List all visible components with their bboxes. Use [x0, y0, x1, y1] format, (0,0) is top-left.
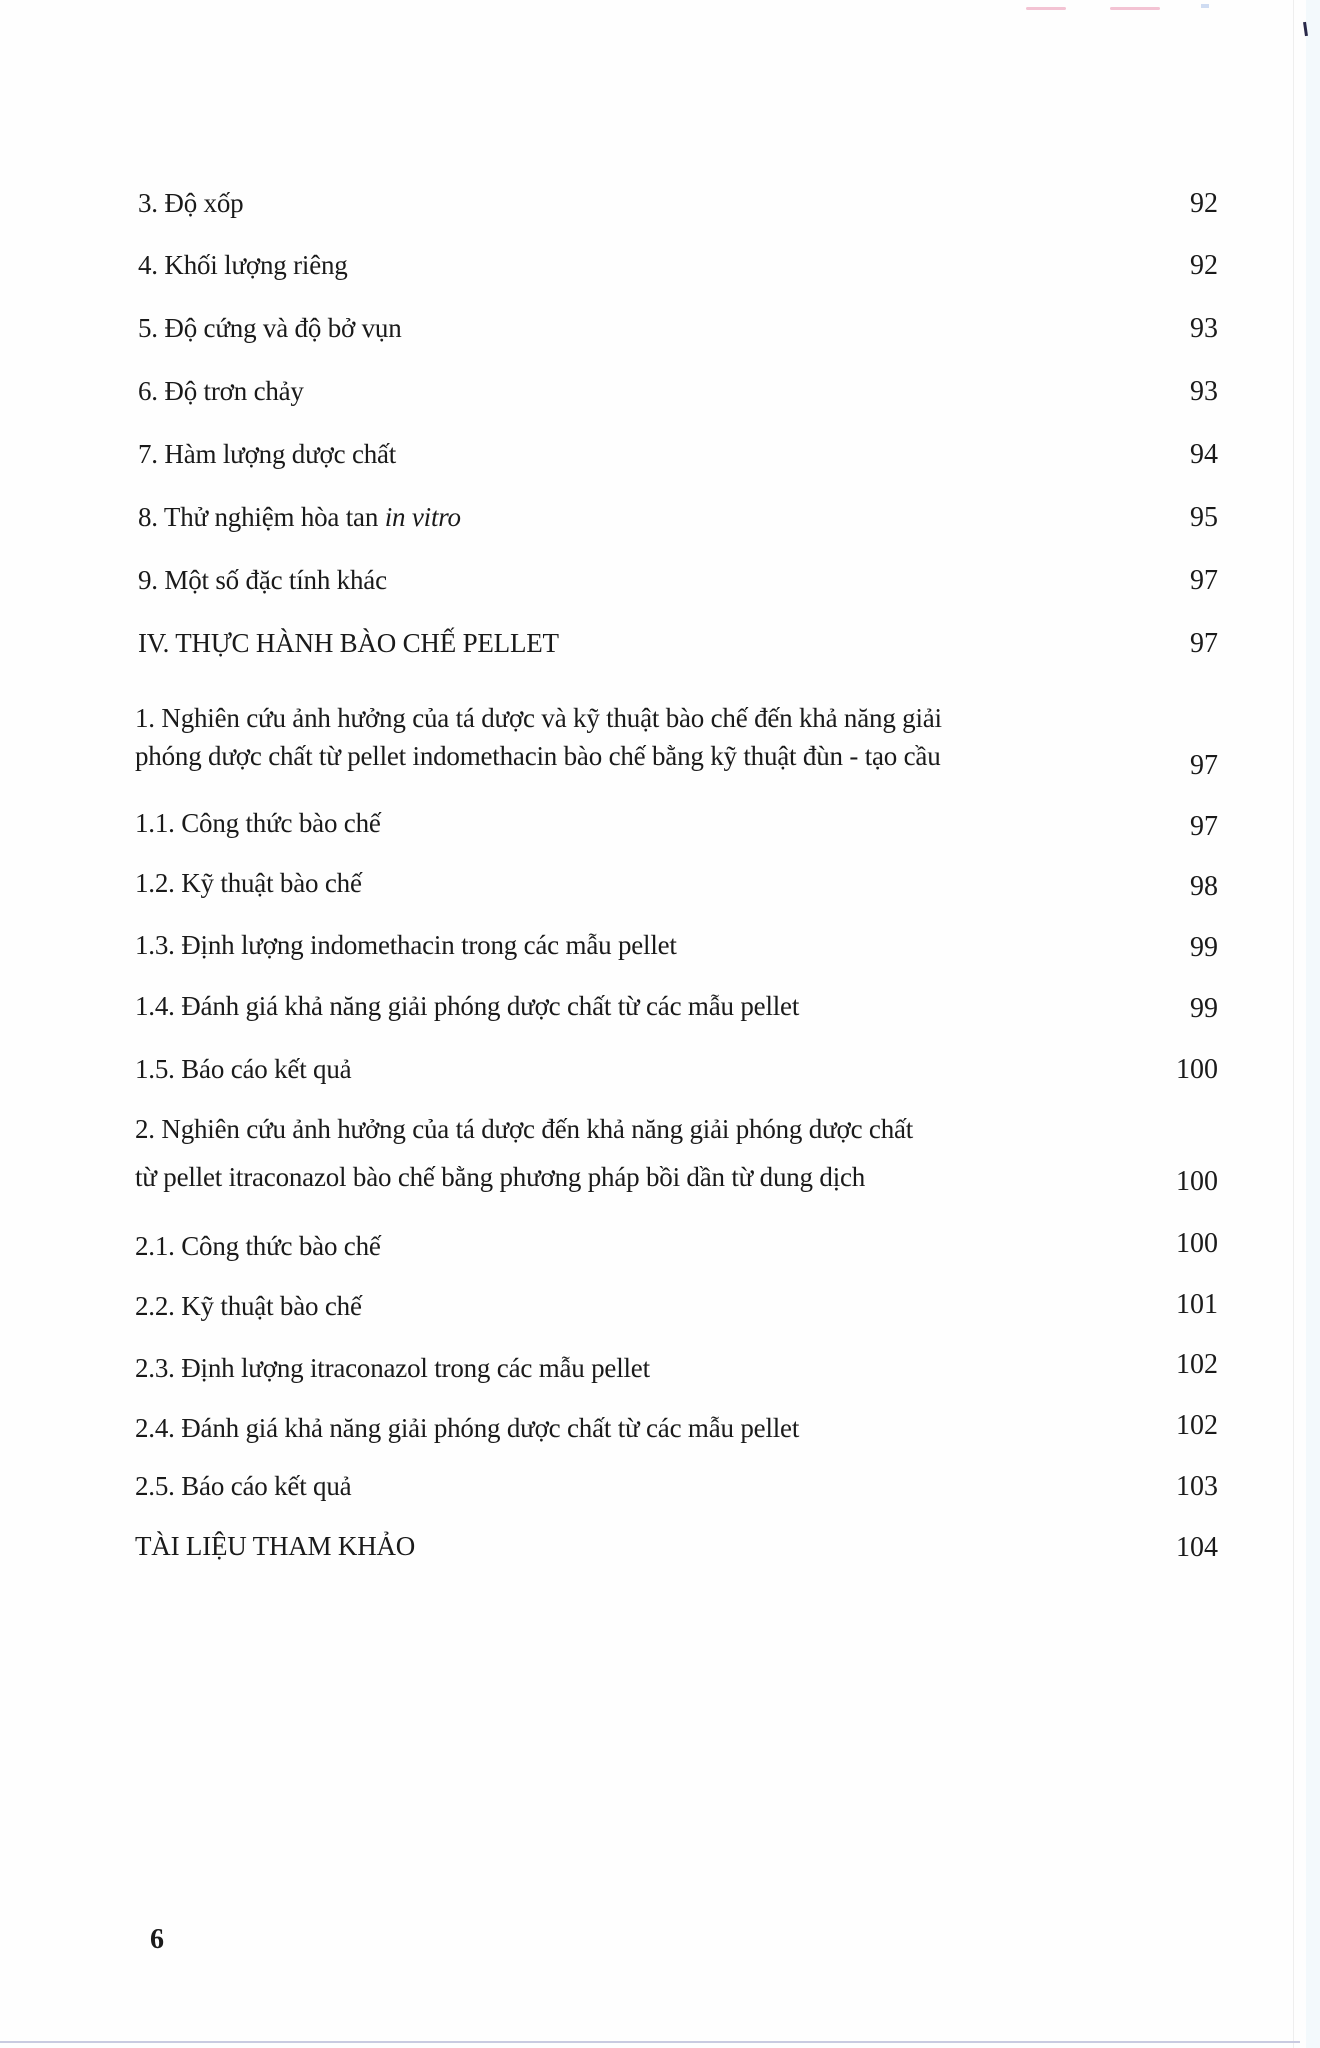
toc-entry-label: 1.3. Định lượng indomethacin trong các mẫu pellet [135, 930, 677, 960]
toc-entry-page: 101 [1176, 1289, 1218, 1320]
toc-entry-label: 5. Độ cứng và độ bở vụn [138, 313, 402, 343]
scan-artifact [1201, 4, 1209, 8]
toc-entry-page: 97 [1190, 750, 1218, 781]
toc-entry-page: 103 [1176, 1471, 1218, 1502]
toc-entry-page: 92 [1190, 250, 1218, 281]
toc-entry-label: 1.4. Đánh giá khả năng giải phóng dược chất từ các mẫu pellet [135, 991, 800, 1021]
toc-entry-label: 2.5. Báo cáo kết quả [135, 1471, 352, 1501]
toc-entry-label-line1: 1. Nghiên cứu ảnh hưởng của tá dược và kỹ thuật bào chế đến khả năng giải [135, 703, 942, 733]
page-edge-line [1293, 0, 1294, 2048]
toc-entry-label: 4. Khối lượng riêng [138, 250, 348, 280]
toc-entry-page: 100 [1176, 1054, 1218, 1085]
toc-entry-label: 3. Độ xốp [138, 188, 244, 218]
toc-entry-label: 2.4. Đánh giá khả năng giải phóng dược chất từ các mẫu pellet [135, 1413, 800, 1443]
toc-section-heading: IV. THỰC HÀNH BÀO CHẾ PELLET [138, 628, 559, 658]
toc-entry-label: 1.2. Kỹ thuật bào chế [135, 868, 362, 898]
toc-entry-page: 95 [1190, 502, 1218, 533]
toc-entry-page: 102 [1176, 1410, 1218, 1441]
toc-entry-page: 92 [1190, 188, 1218, 219]
toc-entry-label: 7. Hàm lượng dược chất [138, 439, 397, 469]
toc-entry-label: 2.1. Công thức bào chế [135, 1231, 381, 1261]
toc-entry-page: 93 [1190, 376, 1218, 407]
toc-entry-page: 100 [1176, 1228, 1218, 1259]
toc-entry-page: 99 [1190, 932, 1218, 963]
toc-entry-page: 104 [1176, 1532, 1218, 1563]
toc-entry-label-text: 8. Thử nghiệm hòa tan [138, 502, 385, 532]
toc-entry-label-italic: in vitro [384, 502, 461, 532]
toc-entry-page: 97 [1190, 811, 1218, 842]
toc-entry-label: 1.1. Công thức bào chế [135, 808, 381, 838]
toc-entry-label: 1.5. Báo cáo kết quả [135, 1054, 352, 1084]
toc-entry-page: 100 [1176, 1166, 1218, 1197]
toc-entry-label: 2.3. Định lượng itraconazol trong các mẫu pellet [135, 1353, 650, 1383]
toc-entry-page: 102 [1176, 1349, 1218, 1380]
toc-entry-label: 6. Độ trơn chảy [138, 376, 304, 406]
toc-entry-label [138, 504, 461, 531]
toc-section-heading: TÀI LIỆU THAM KHẢO [135, 1531, 416, 1561]
toc-entry-page: 97 [1190, 565, 1218, 596]
toc-entry-page: 99 [1190, 993, 1218, 1024]
scan-artifact [1110, 7, 1160, 10]
scan-artifact [1026, 7, 1066, 10]
toc-entry-page: 97 [1190, 628, 1218, 659]
toc-entry-label-line2: từ pellet itraconazol bào chế bằng phương pháp bồi dần từ dung dịch [135, 1162, 866, 1192]
scan-bottom-edge [0, 2041, 1300, 2043]
toc-entry-label-line2: phóng dược chất từ pellet indomethacin bào chế bằng kỹ thuật đùn - tạo cầu [135, 741, 941, 771]
toc-entry-label-line1: 2. Nghiên cứu ảnh hưởng của tá dược đến khả năng giải phóng dược chất [135, 1114, 914, 1144]
toc-entry-page: 93 [1190, 313, 1218, 344]
scan-edge-strip [1306, 0, 1320, 2048]
toc-entry-page: 94 [1190, 439, 1218, 470]
toc-entry-page: 98 [1190, 871, 1218, 902]
toc-entry-label: 2.2. Kỹ thuật bào chế [135, 1291, 362, 1321]
page-number: 6 [150, 1924, 164, 1955]
toc-entry-label: 9. Một số đặc tính khác [138, 565, 387, 595]
